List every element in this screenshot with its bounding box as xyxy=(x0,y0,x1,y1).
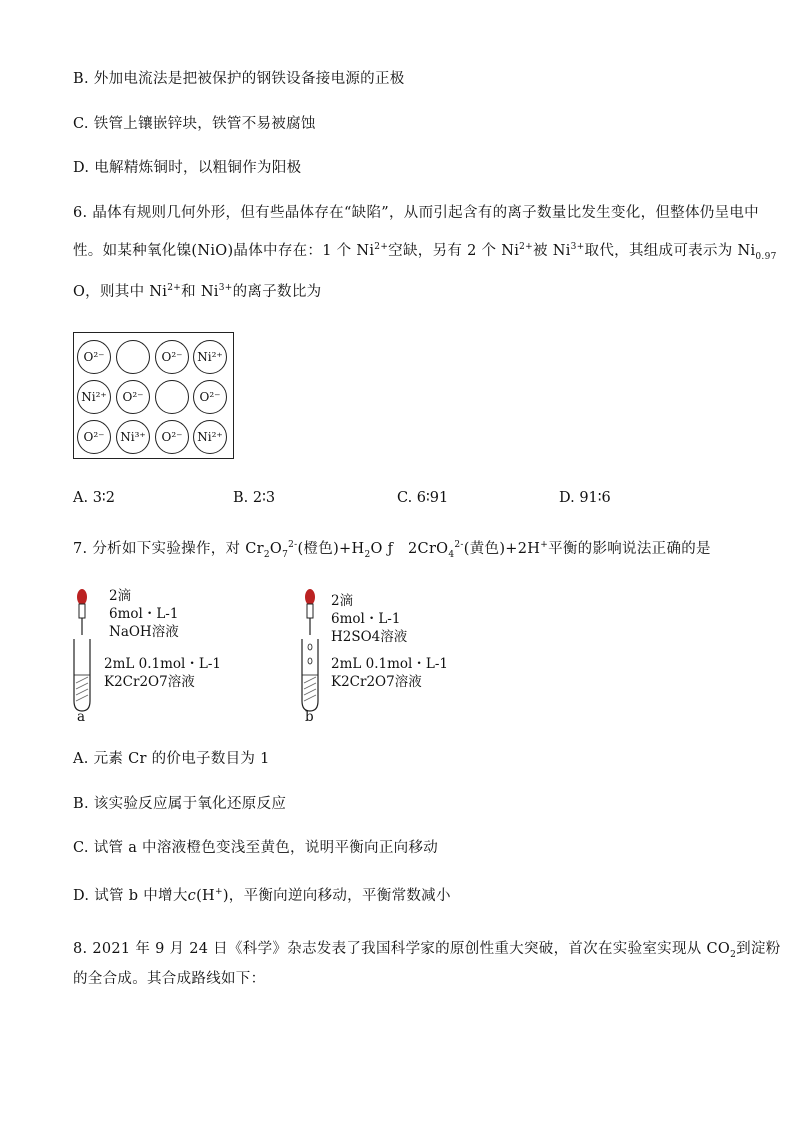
q7-option-d: D. 试管 b 中增大c(H+)，平衡向逆向移动，平衡常数减小 xyxy=(73,887,451,904)
lattice-vacancy xyxy=(155,380,189,414)
lattice-cell: O²⁻ xyxy=(155,340,189,374)
lattice-cell: O²⁻ xyxy=(193,380,227,414)
q6-stem-line1: 6. 晶体有规则几何外形，但有些晶体存在“缺陷”，从而引起含有的离子数量比发生变化，但整体仍呈电中 xyxy=(73,205,759,221)
q7-option-a: A. 元素 Cr 的价电子数目为 1 xyxy=(73,751,270,767)
tube-a-dropper-label: 2滴 6mol・L-1 NaOH溶液 xyxy=(109,588,179,640)
test-tube-a-figure xyxy=(68,585,108,725)
lattice-cell: Ni²⁺ xyxy=(193,340,227,374)
lattice-cell: Ni²⁺ xyxy=(77,380,111,414)
q5-option-c: C. 铁管上镶嵌锌块，铁管不易被腐蚀 xyxy=(73,116,316,132)
tube-b-dropper-label: 2滴 6mol・L-1 H2SO4溶液 xyxy=(331,593,408,645)
lattice-cell: Ni³⁺ xyxy=(116,420,150,454)
q6-stem-line3: O，则其中 $Ni^{2+}$和 $Ni^{3+}$的离子数比为 xyxy=(73,283,322,300)
q6-option-c: C. 6∶91 xyxy=(397,490,449,506)
lattice-cell: O²⁻ xyxy=(116,380,150,414)
lattice-vacancy xyxy=(116,340,150,374)
q6-option-a: A. 3∶2 xyxy=(73,490,115,506)
q5-option-d: D. 电解精炼铜时，以粗铜作为阳极 xyxy=(73,160,302,176)
tube-a-solution-label: 2mL 0.1mol・L-1 K2Cr2O7溶液 xyxy=(104,656,221,690)
q8-stem-line1: 8. 2021 年 9 月 24 日《科学》杂志发表了我国科学家的原创性重大突破，首次在实验室实现从 $CO_2$到淀粉 xyxy=(73,941,781,960)
q7-stem: 7. 分析如下实验操作，对 $Cr_2O_7^{2-}$(橙色)$+H_2O$ ƒ 2CrO$_4^{2-}$(黄色)+2H+平衡的影响说法正确的是 xyxy=(73,540,711,560)
lattice-cell: O²⁻ xyxy=(155,420,189,454)
q8-stem-line2: 的全合成。其合成路线如下： xyxy=(73,971,266,987)
q6-option-b: B. 2∶3 xyxy=(233,490,276,506)
q5-option-b: B. 外加电流法是把被保护的钢铁设备接电源的正极 xyxy=(73,71,405,87)
tube-b-solution-label: 2mL 0.1mol・L-1 K2Cr2O7溶液 xyxy=(331,656,448,690)
test-tube-b-figure xyxy=(296,585,336,725)
tube-b-label: b xyxy=(305,709,314,725)
q7-option-b: B. 该实验反应属于氧化还原反应 xyxy=(73,796,287,812)
lattice-cell: O²⁻ xyxy=(77,340,111,374)
q7-option-c: C. 试管 a 中溶液橙色变浅至黄色，说明平衡向正向移动 xyxy=(73,840,439,856)
tube-a-label: a xyxy=(77,709,86,725)
lattice-cell: Ni²⁺ xyxy=(193,420,227,454)
lattice-cell: O²⁻ xyxy=(77,420,111,454)
q6-option-d: D. 91∶6 xyxy=(559,490,611,506)
crystal-lattice-figure xyxy=(73,332,234,459)
q6-stem-line2: 性。如某种氧化镍(NiO)晶体中存在：1 个 $Ni^{2+}$空缺，另有 2 个 $Ni^{2+}$被 $Ni^{3+}$取代，其组成可表示为 $Ni_{0.97}$ xyxy=(73,242,777,262)
